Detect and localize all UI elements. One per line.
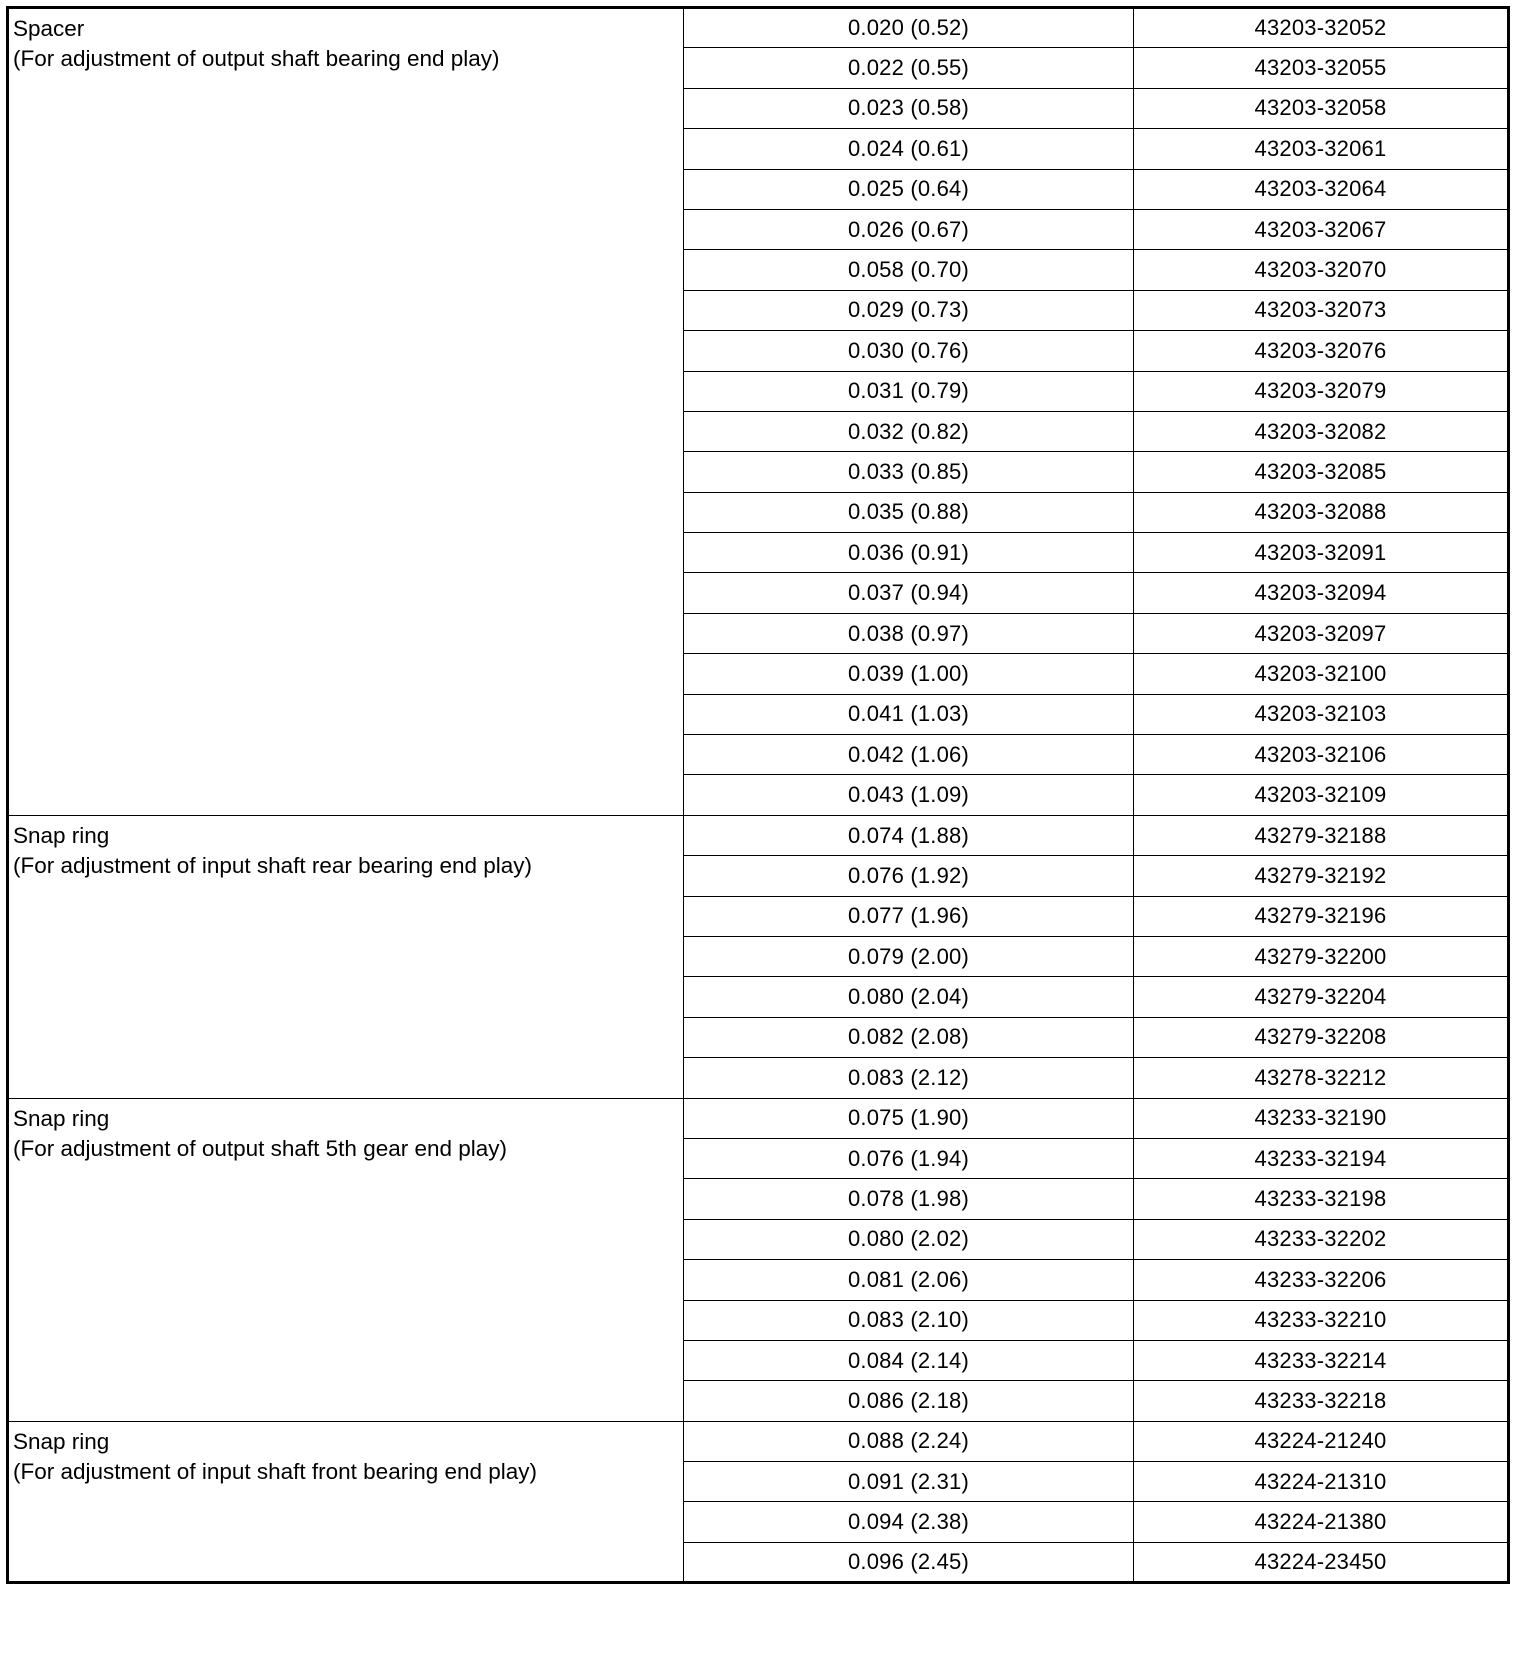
part-number-cell: 43279-32200 xyxy=(1134,936,1509,976)
thickness-cell: 0.082 (2.08) xyxy=(684,1017,1134,1057)
part-number-cell: 43233-32190 xyxy=(1134,1098,1509,1138)
thickness-cell: 0.080 (2.04) xyxy=(684,977,1134,1017)
part-number-cell: 43203-32052 xyxy=(1134,8,1509,48)
part-number-cell: 43203-32073 xyxy=(1134,290,1509,330)
thickness-cell: 0.081 (2.06) xyxy=(684,1260,1134,1300)
part-number-cell: 43203-32109 xyxy=(1134,775,1509,815)
part-number-cell: 43278-32212 xyxy=(1134,1058,1509,1098)
part-number-cell: 43203-32055 xyxy=(1134,48,1509,88)
thickness-cell: 0.078 (1.98) xyxy=(684,1179,1134,1219)
part-name: Snap ring xyxy=(13,1105,110,1131)
part-cell xyxy=(8,1098,684,1421)
part-number-cell: 43279-32196 xyxy=(1134,896,1509,936)
part-number-cell: 43203-32103 xyxy=(1134,694,1509,734)
thickness-cell: 0.033 (0.85) xyxy=(684,452,1134,492)
shim-selection-table xyxy=(6,6,1510,1584)
thickness-cell: 0.076 (1.94) xyxy=(684,1138,1134,1178)
part-number-cell: 43233-32210 xyxy=(1134,1300,1509,1340)
part-number-cell: 43203-32100 xyxy=(1134,654,1509,694)
part-number-cell: 43203-32067 xyxy=(1134,209,1509,249)
part-description: (For adjustment of output shaft 5th gear end play) xyxy=(13,1135,508,1161)
thickness-cell: 0.031 (0.79) xyxy=(684,371,1134,411)
part-number-cell: 43203-32082 xyxy=(1134,411,1509,451)
thickness-cell: 0.041 (1.03) xyxy=(684,694,1134,734)
thickness-cell: 0.037 (0.94) xyxy=(684,573,1134,613)
thickness-cell: 0.039 (1.00) xyxy=(684,654,1134,694)
part-number-cell: 43279-32192 xyxy=(1134,856,1509,896)
part-number-cell: 43203-32094 xyxy=(1134,573,1509,613)
thickness-cell: 0.032 (0.82) xyxy=(684,411,1134,451)
thickness-cell: 0.038 (0.97) xyxy=(684,613,1134,653)
thickness-cell: 0.074 (1.88) xyxy=(684,815,1134,855)
thickness-cell: 0.035 (0.88) xyxy=(684,492,1134,532)
part-number-cell: 43224-21310 xyxy=(1134,1462,1509,1502)
thickness-cell: 0.088 (2.24) xyxy=(684,1421,1134,1461)
part-number-cell: 43203-32106 xyxy=(1134,735,1509,775)
part-number-cell: 43203-32079 xyxy=(1134,371,1509,411)
thickness-cell: 0.023 (0.58) xyxy=(684,88,1134,128)
part-number-cell: 43233-32214 xyxy=(1134,1340,1509,1380)
part-number-cell: 43233-32206 xyxy=(1134,1260,1509,1300)
thickness-cell: 0.024 (0.61) xyxy=(684,129,1134,169)
thickness-cell: 0.042 (1.06) xyxy=(684,735,1134,775)
part-number-cell: 43203-32070 xyxy=(1134,250,1509,290)
part-name: Snap ring xyxy=(13,822,110,848)
table-body xyxy=(8,8,1509,1583)
thickness-cell: 0.080 (2.02) xyxy=(684,1219,1134,1259)
part-number-cell: 43203-32088 xyxy=(1134,492,1509,532)
table-row xyxy=(8,1421,1509,1461)
thickness-cell: 0.043 (1.09) xyxy=(684,775,1134,815)
part-number-cell: 43279-32208 xyxy=(1134,1017,1509,1057)
thickness-cell: 0.020 (0.52) xyxy=(684,8,1134,48)
part-number-cell: 43279-32204 xyxy=(1134,977,1509,1017)
part-number-cell: 43203-32061 xyxy=(1134,129,1509,169)
part-number-cell: 43233-32202 xyxy=(1134,1219,1509,1259)
thickness-cell: 0.083 (2.10) xyxy=(684,1300,1134,1340)
part-number-cell: 43203-32085 xyxy=(1134,452,1509,492)
thickness-cell: 0.075 (1.90) xyxy=(684,1098,1134,1138)
thickness-cell: 0.076 (1.92) xyxy=(684,856,1134,896)
thickness-cell: 0.083 (2.12) xyxy=(684,1058,1134,1098)
thickness-cell: 0.036 (0.91) xyxy=(684,533,1134,573)
thickness-cell: 0.077 (1.96) xyxy=(684,896,1134,936)
part-number-cell: 43203-32097 xyxy=(1134,613,1509,653)
table-row xyxy=(8,8,1509,48)
part-number-cell: 43224-21380 xyxy=(1134,1502,1509,1542)
part-number-cell: 43224-21240 xyxy=(1134,1421,1509,1461)
part-number-cell: 43233-32218 xyxy=(1134,1381,1509,1421)
thickness-cell: 0.094 (2.38) xyxy=(684,1502,1134,1542)
part-number-cell: 43203-32091 xyxy=(1134,533,1509,573)
table-row xyxy=(8,815,1509,855)
thickness-cell: 0.026 (0.67) xyxy=(684,209,1134,249)
part-cell xyxy=(8,815,684,1098)
thickness-cell: 0.030 (0.76) xyxy=(684,331,1134,371)
part-number-cell: 43203-32076 xyxy=(1134,331,1509,371)
part-number-cell: 43279-32188 xyxy=(1134,815,1509,855)
part-number-cell: 43233-32198 xyxy=(1134,1179,1509,1219)
thickness-cell: 0.084 (2.14) xyxy=(684,1340,1134,1380)
part-name: Snap ring xyxy=(13,1428,110,1454)
thickness-cell: 0.091 (2.31) xyxy=(684,1462,1134,1502)
part-description: (For adjustment of input shaft rear bearing end play) xyxy=(13,852,533,878)
table-row xyxy=(8,1098,1509,1138)
part-number-cell: 43224-23450 xyxy=(1134,1542,1509,1582)
thickness-cell: 0.022 (0.55) xyxy=(684,48,1134,88)
thickness-cell: 0.096 (2.45) xyxy=(684,1542,1134,1582)
part-name: Spacer xyxy=(13,16,85,41)
part-number-cell: 43203-32058 xyxy=(1134,88,1509,128)
thickness-cell: 0.086 (2.18) xyxy=(684,1381,1134,1421)
thickness-cell: 0.025 (0.64) xyxy=(684,169,1134,209)
thickness-cell: 0.058 (0.70) xyxy=(684,250,1134,290)
part-description: (For adjustment of input shaft front bearing end play) xyxy=(13,1458,538,1484)
thickness-cell: 0.029 (0.73) xyxy=(684,290,1134,330)
part-cell xyxy=(8,1421,684,1583)
thickness-cell: 0.079 (2.00) xyxy=(684,936,1134,976)
part-number-cell: 43233-32194 xyxy=(1134,1138,1509,1178)
part-description: (For adjustment of output shaft bearing end play) xyxy=(13,46,500,71)
part-number-cell: 43203-32064 xyxy=(1134,169,1509,209)
part-cell xyxy=(8,8,684,816)
